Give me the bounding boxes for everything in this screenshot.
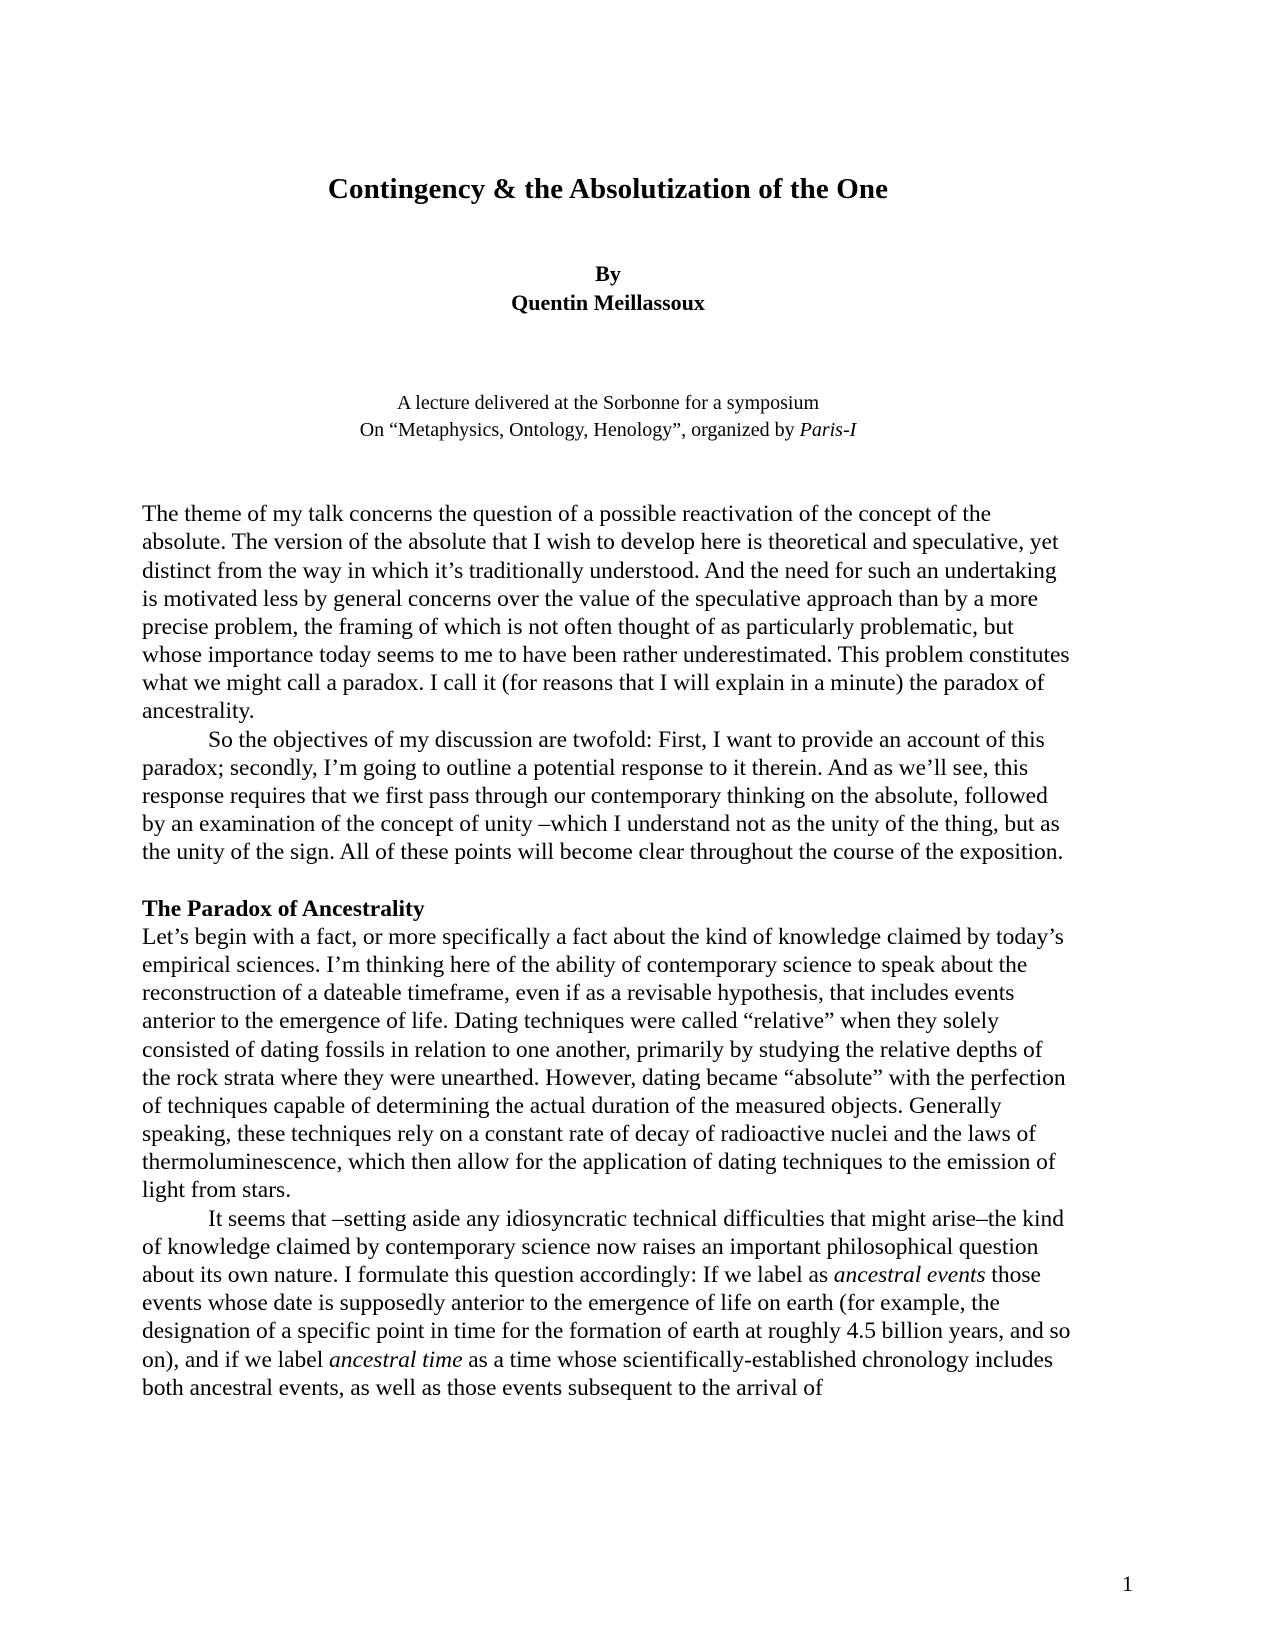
paragraph-4-segment-3: as a time whose scientifically-established chronology includes both ancestral events, as well as those events subsequent to the arrival of <box>142 1346 1054 1401</box>
byline <box>142 259 1074 318</box>
subtitle-line-2-institution: Paris-I <box>799 419 857 442</box>
subtitle-line-2 <box>142 417 1074 444</box>
paragraph-4 <box>142 1205 1074 1402</box>
byline-by-label: By <box>595 260 621 286</box>
paragraph-1: The theme of my talk concerns the question of a possible reactivation of the concept of the absolute. The version of the absolute that I wish to develop here is theoretical and speculative, yet distinct from the way in which it’s traditionally understood. And the need for such an undertaking is motivated less by general concerns over the value of the speculative approach than by a more precise problem, the framing of which is not often thought of as particularly problematic, but whose importance today seems to me to have been rather underestimated. This problem constitutes what we might call a paradox. I call it (for reasons that I will explain in a minute) the paradox of ancestrality. <box>142 501 1070 725</box>
author-name: Quentin Meillassoux <box>511 290 705 316</box>
subtitle-line-2-text: On “Metaphysics, Ontology, Henology”, organized by <box>359 419 800 442</box>
page-number: 1 <box>1122 1571 1133 1596</box>
paragraph-4-italic-ancestral-time: ancestral time <box>328 1346 463 1373</box>
paragraph-4-italic-ancestral-events: ancestral events <box>833 1262 986 1289</box>
paragraph-4-segment-2: those events whose date is supposedly anterior to the emergence of life on earth (for example, the designation of a specific point in time for the formation of earth at roughly 4.5 billion years, and so on), and if we label <box>142 1262 1071 1373</box>
paragraph-4-segment-1: It seems that –setting aside any idiosyncratic technical difficulties that might arise–the kind of knowledge claimed by contemporary science now raises an important philosophical question about its own nature. I formulate this question accordingly: If we label as <box>142 1205 1064 1289</box>
paragraph-3: Let’s begin with a fact, or more specifically a fact about the kind of knowledge claimed by today’s empirical sciences. I’m thinking here of the ability of contemporary science to speak about the reconstruction of a dateable timeframe, even if as a revisable hypothesis, that includes events anterior to the emergence of life. Dating techniques were called “relative” when they solely consisted of dating fossils in relation to one another, primarily by studying the relative depths of the rock strata where they were unearthed. However, dating became “absolute” with the perfection of techniques capable of determining the actual duration of the measured objects. Generally speaking, these techniques rely on a constant rate of decay of radioactive nuclei and the laws of thermoluminescence, which then allow for the application of dating techniques to the emission of light from stars. <box>142 923 1066 1204</box>
paragraph-2: So the objectives of my discussion are twofold: First, I want to provide an account of this paradox; secondly, I’m going to outline a potential response to it therein. And as we’ll see, this response requires that we first pass through our contemporary thinking on the absolute, followed by an examination of the concept of unity –which I understand not as the unity of the thing, but as the unity of the sign. All of these points will become clear throughout the course of the exposition. <box>142 726 1064 866</box>
section-heading-paradox-of-ancestrality: The Paradox of Ancestrality <box>142 895 425 922</box>
page-content <box>142 0 1074 1402</box>
subtitle-block <box>142 390 1074 444</box>
subtitle-line-1: A lecture delivered at the Sorbonne for a symposium <box>396 392 820 415</box>
body-text <box>142 500 1074 1402</box>
page-title: Contingency & the Absolutization of the One <box>327 173 889 205</box>
